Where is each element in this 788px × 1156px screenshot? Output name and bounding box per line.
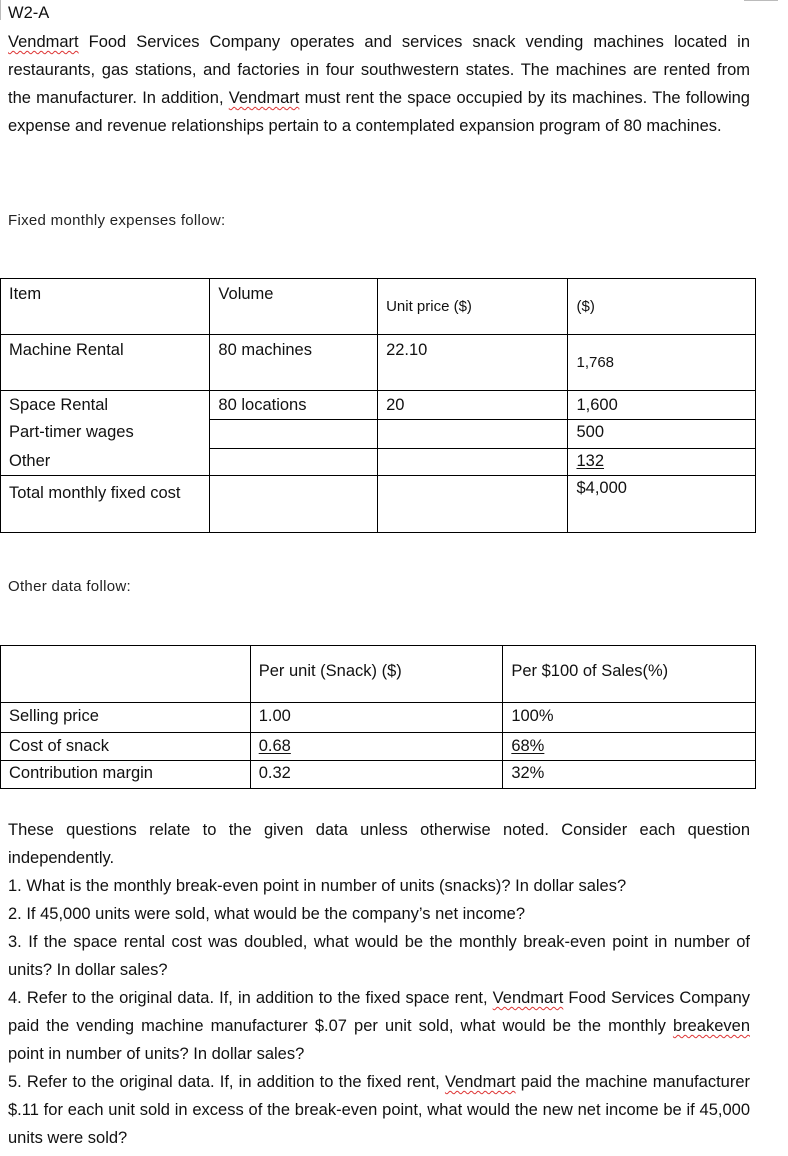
breakeven-word: breakeven [672,1017,750,1035]
cell-amount: $4,000 [568,476,756,533]
questions-intro: These questions relate to the given data unless otherwise noted. Consider each question independently. [8,821,750,867]
fixed-expenses-caption: Fixed monthly expenses follow: [8,212,226,229]
table-row-total [1,476,756,533]
question-4 [8,984,750,1068]
question-5-text: 5. Refer to the original data. If, in addition to the fixed rent, [8,1073,445,1091]
cell-per-100: 100% [503,703,756,733]
cell-per-unit: 0.32 [250,761,503,789]
table-row [1,391,756,420]
intro-text-1: Food Services Company operates and services snack vending machines located in restaurants, gas stations, and factories in four southwestern states. The machines are rented from the manufacturer. In addition, [8,33,750,107]
header-unit-price: Unit price ($) [378,279,568,335]
cell-label: Cost of snack [1,733,251,761]
header-item: Item [1,279,210,335]
cell-item: Machine Rental [1,335,210,391]
question-2: 2. If 45,000 units were sold, what would be the company’s net income? [8,905,526,923]
cell-item: Space Rental [1,391,210,420]
cell-per-100: 32% [503,761,756,789]
intro-paragraph [8,28,750,140]
fixed-expenses-table [0,278,756,533]
header-amount: ($) [568,279,756,335]
cell-volume: 80 machines [210,335,378,391]
cell-per-100: 68% [503,733,756,761]
other-data-caption: Other data follow: [8,578,131,595]
header-blank [1,646,251,703]
company-name: Vendmart [228,89,300,107]
other-data-table [0,645,756,789]
cell-per-unit: 1.00 [250,703,503,733]
table-row [1,703,756,733]
problem-heading: W2-A [8,4,50,22]
header-per-100: Per $100 of Sales(%) [503,646,756,703]
cell-volume [210,449,378,476]
questions-section [8,816,750,1152]
cell-price [378,476,568,533]
cell-volume [210,420,378,449]
cell-item: Part-timer wages [1,420,210,449]
cell-volume: 80 locations [210,391,378,420]
table-row [1,335,756,391]
question-4-text: 4. Refer to the original data. If, in addition to the fixed space rent, [8,989,493,1007]
question-4-text: Food Services Company paid the vending machine manufacturer $.07 per unit sold, what would be the monthly [8,989,750,1035]
question-1: 1. What is the monthly break-even point in number of units (snacks)? In dollar sales? [8,877,627,895]
table-row [1,420,756,449]
company-name: Vendmart [444,1073,516,1091]
corner-line-left [0,0,1,20]
table-row [1,449,756,476]
company-name: Vendmart [8,33,79,51]
cell-item: Total monthly fixed cost [1,476,210,533]
table-row [1,733,756,761]
intro-text-2: must rent the space occupied by its machines. The following expense and revenue relationships pertain to a contemplated expansion program of 80 machines. [8,89,750,135]
cell-label: Contribution margin [1,761,251,789]
cell-volume [210,476,378,533]
cell-price: 22.10 [378,335,568,391]
question-4-text: point in number of units? In dollar sales? [8,1045,305,1063]
cell-per-unit: 0.68 [250,733,503,761]
table-header-row [1,646,756,703]
cell-amount: 1,768 [568,335,756,391]
company-name: Vendmart [492,989,564,1007]
question-5 [8,1068,750,1152]
table-row [1,761,756,789]
table-header-row [1,279,756,335]
cell-amount: 132 [568,449,756,476]
corner-line-right [744,0,778,1]
cell-price: 20 [378,391,568,420]
question-5-text: paid the machine manufacturer $.11 for each unit sold in excess of the break-even point, what would the new net income be if 45,000 units were sold? [8,1073,750,1147]
cell-amount: 1,600 [568,391,756,420]
cell-amount: 500 [568,420,756,449]
header-per-unit: Per unit (Snack) ($) [250,646,503,703]
cell-label: Selling price [1,703,251,733]
cell-price [378,420,568,449]
header-volume: Volume [210,279,378,335]
cell-item: Other [1,449,210,476]
question-3: 3. If the space rental cost was doubled, what would be the monthly break-even point in number of units? In dollar sales? [8,933,750,979]
cell-price [378,449,568,476]
